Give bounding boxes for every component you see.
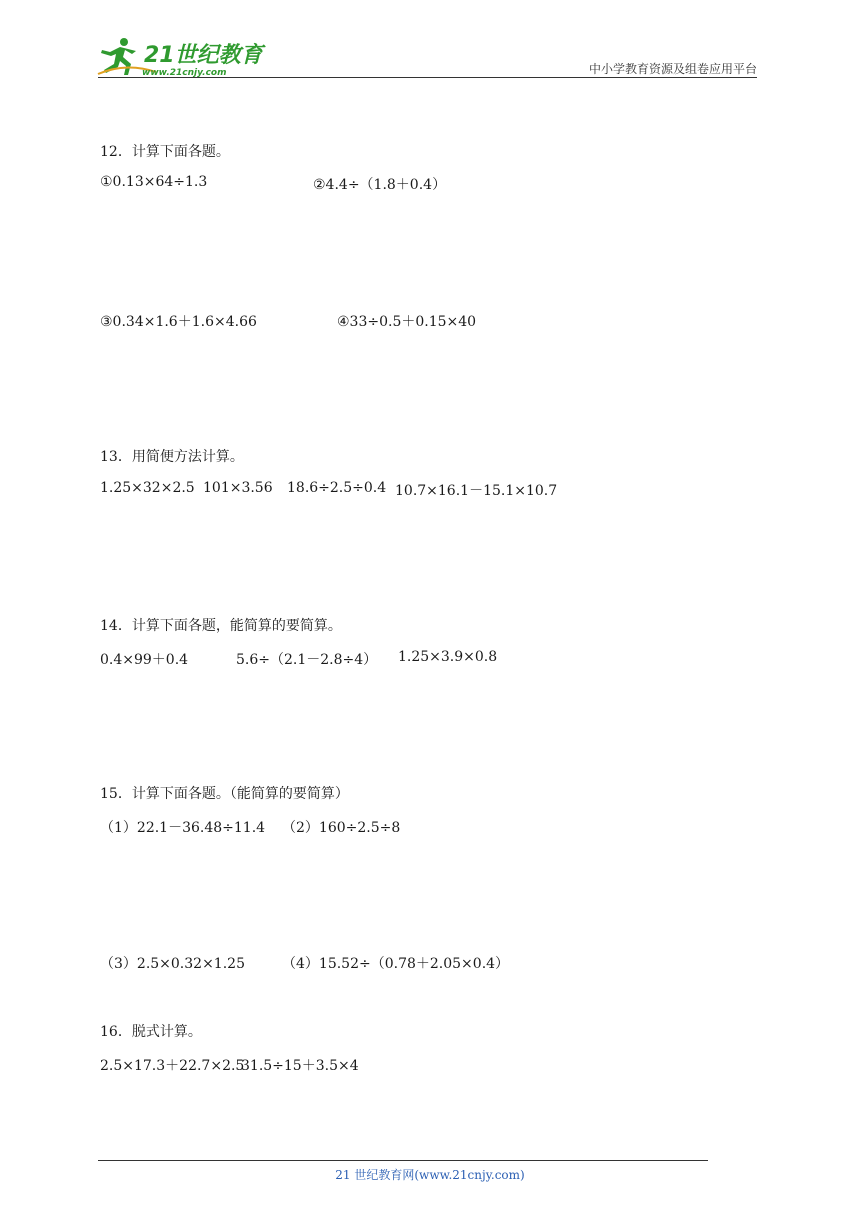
question-12-item-4: ④33÷0.5＋0.15×40: [337, 314, 477, 330]
question-16-title: 16．脱式计算。: [100, 1024, 202, 1040]
header-platform-name: 中小学教育资源及组卷应用平台: [588, 62, 757, 76]
question-15-item-3: （3）2.5×0.32×1.25: [100, 956, 245, 972]
question-16-item-2: 31.5÷15＋3.5×4: [241, 1058, 359, 1074]
question-14-title: 14．计算下面各题，能简算的要简算。: [100, 618, 342, 634]
header-divider: [98, 77, 757, 78]
question-14-item-2: 5.6÷（2.1－2.8÷4）: [236, 652, 378, 668]
question-14-item-3: 1.25×3.9×0.8: [398, 649, 498, 665]
logo-url: www.21cnjy.com: [142, 68, 227, 78]
question-15-title: 15．计算下面各题。（能简算的要简算）: [100, 786, 349, 802]
question-13-item-2: 101×3.56: [203, 480, 273, 496]
question-13-title: 13．用简便方法计算。: [100, 449, 244, 465]
footer-link[interactable]: 21 世纪教育网(www.21cnjy.com): [335, 1168, 525, 1182]
question-15-item-4: （4）15.52÷（0.78＋2.05×0.4）: [282, 956, 510, 972]
question-15-item-1: （1）22.1－36.48÷11.4: [100, 820, 266, 836]
question-13-item-1: 1.25×32×2.5: [100, 480, 195, 496]
question-15-item-2: （2）160÷2.5÷8: [282, 820, 401, 836]
question-13-item-3: 18.6÷2.5÷0.4: [287, 480, 387, 496]
question-12-item-3: ③0.34×1.6＋1.6×4.66: [100, 314, 257, 330]
question-14-item-1: 0.4×99＋0.4: [100, 652, 189, 668]
site-logo: [96, 34, 266, 78]
question-12-item-2: ②4.4÷（1.8＋0.4）: [313, 177, 447, 193]
question-12-title: 12．计算下面各题。: [100, 144, 230, 160]
runner-logo-icon: [96, 34, 266, 78]
footer-divider: [98, 1160, 708, 1161]
question-13-item-4: 10.7×16.1－15.1×10.7: [395, 483, 558, 499]
logo-wordmark: 21世纪教育: [144, 43, 263, 68]
question-16-item-1: 2.5×17.3＋22.7×2.5: [100, 1058, 245, 1074]
question-12-item-1: ①0.13×64÷1.3: [100, 174, 208, 190]
